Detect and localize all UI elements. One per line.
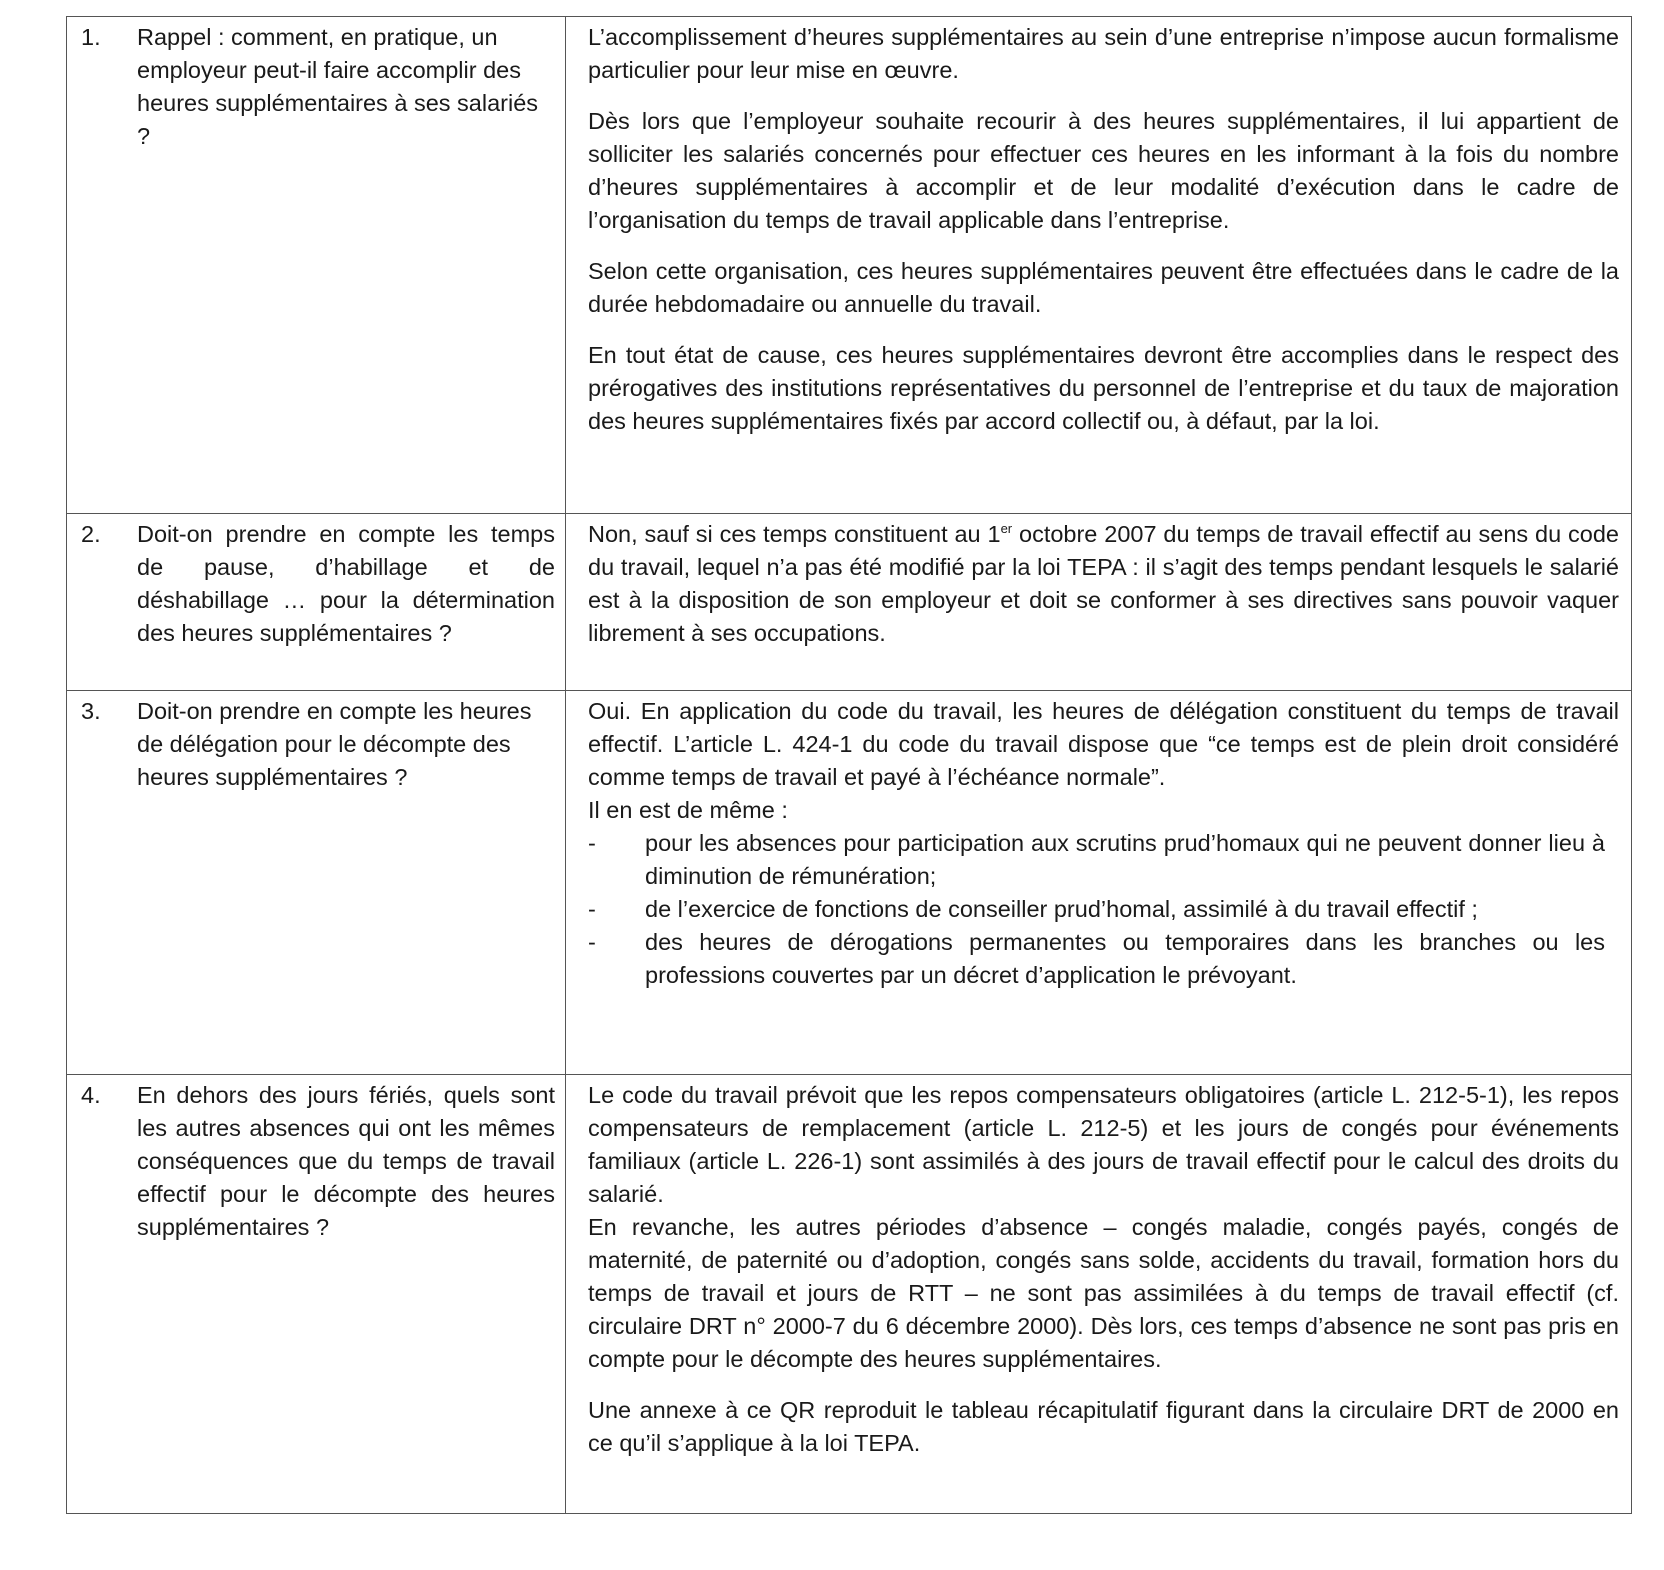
table-row [67,691,1632,1075]
answer-paragraph: Le code du travail prévoit que les repos compensateurs obligatoires (article L. 212-5-1), les repos compensateurs de remplacement (article L. 212-5) et les jours de congés pour événements familiaux (article L. 226-1) sont assimilés à des jours de travail effectif pour le calcul des droits du salarié. [588,1082,1619,1207]
bullet-text: de l’exercice de fonctions de conseiller prud’homal, assimilé à du travail effectif ; [645,896,1478,922]
answer-paragraph: Selon cette organisation, ces heures supplémentaires peuvent être effectuées dans le cadre de la durée hebdomadaire ou annuelle du travail. [588,258,1619,317]
answer-cell [566,17,1632,514]
question-text: En dehors des jours fériés, quels sont les autres absences qui ont les mêmes conséquences que du temps de travail effectif pour le décompte des heures supplémentaires ? [137,1082,555,1240]
question-number: 4. [81,1082,101,1108]
bullet-dash: - [588,830,596,856]
table-row [67,1075,1632,1514]
answer-text-end: octobre 2007 du temps de travail effectif au sens du code du travail, lequel n’a pas été modifié par la loi TEPA : il s’agit des temps pendant lesquels le salarié est à la disposition de son employeur et doit se conformer à ses directives sans pouvoir vaquer librement à ses occupations. [588,521,1619,646]
table-row [67,514,1632,691]
answer-text-start: Non, sauf si ces temps constituent au 1 [588,521,1001,547]
answer-paragraph [588,518,1619,650]
bullet-dash: - [588,896,596,922]
answer-paragraph: Dès lors que l’employeur souhaite recourir à des heures supplémentaires, il lui appartient de solliciter les salariés concernés pour effectuer ces heures en les informant à la fois du nombre d’heures supplémentaires à accomplir et de leur modalité d’exécution dans le cadre de l’organisation du temps de travail applicable dans l’entreprise. [588,108,1619,233]
list-item [588,926,1619,992]
question-cell [67,514,566,691]
answer-paragraph: En tout état de cause, ces heures supplémentaires devront être accomplies dans le respect des prérogatives des institutions représentatives du personnel de l’entreprise et du taux de majoration des heures supplémentaires fixés par accord collectif ou, à défaut, par la loi. [588,342,1619,434]
ordinal-superscript: er [1000,521,1013,537]
qa-table [66,16,1632,1514]
table-row [67,17,1632,514]
list-item [588,893,1619,926]
question-text: Doit-on prendre en compte les heures de délégation pour le décompte des heures supplémentaires ? [137,698,532,790]
question-cell [67,17,566,514]
answer-cell [566,514,1632,691]
answer-paragraph: En revanche, les autres périodes d’absence – congés maladie, congés payés, congés de maternité, de paternité ou d’adoption, congés sans solde, accidents du travail, formation hors du temps de travail et jours de RTT – ne sont pas assimilées à du temps de travail effectif (cf. circulaire DRT n° 2000-7 du 6 décembre 2000). Dès lors, ces temps d’absence ne sont pas pris en compte pour le décompte des heures supplémentaires. [588,1214,1619,1372]
answer-paragraph: Oui. En application du code du travail, les heures de délégation constituent du temps de travail effectif. L’article L. 424-1 du code du travail dispose que “ce temps est de plein droit considéré comme temps de travail et payé à l’échéance normale”. [588,698,1619,790]
question-number: 3. [81,698,101,724]
answer-cell [566,1075,1632,1514]
question-number: 1. [81,24,101,50]
question-number: 2. [81,521,101,547]
answer-lead: Il en est de même : [588,797,788,823]
answer-cell [566,691,1632,1075]
question-text: Doit-on prendre en compte les temps de pause, d’habillage et de déshabillage … pour la détermination des heures supplémentaires ? [137,521,555,646]
bullet-text: des heures de dérogations permanentes ou temporaires dans les branches ou les professions couvertes par un décret d’application le prévoyant. [645,929,1605,988]
list-item [588,827,1619,893]
question-cell [67,1075,566,1514]
bullet-dash: - [588,929,596,955]
answer-bullet-list [588,827,1619,992]
bullet-text: pour les absences pour participation aux scrutins prud’homaux qui ne peuvent donner lieu à diminution de rémunération; [645,830,1605,889]
question-cell [67,691,566,1075]
answer-paragraph: L’accomplissement d’heures supplémentaires au sein d’une entreprise n’impose aucun formalisme particulier pour leur mise en œuvre. [588,24,1619,83]
answer-paragraph: Une annexe à ce QR reproduit le tableau récapitulatif figurant dans la circulaire DRT de 2000 en ce qu’il s’applique à la loi TEPA. [588,1397,1619,1456]
question-text: Rappel : comment, en pratique, un employeur peut-il faire accomplir des heures supplémentaires à ses salariés ? [137,24,539,149]
